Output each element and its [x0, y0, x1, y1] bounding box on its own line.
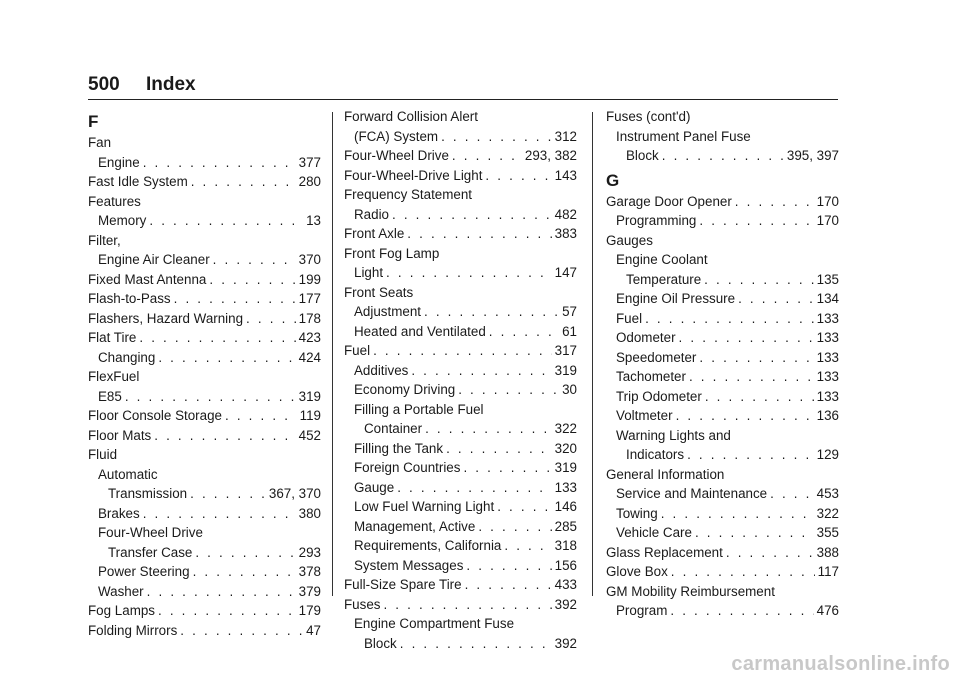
index-entry	[88, 289, 321, 309]
entry-label: Gauges	[606, 232, 653, 248]
index-entry	[606, 192, 839, 212]
dot-leader	[738, 289, 814, 309]
entry-label: GM Mobility Reimbursement	[606, 583, 775, 599]
entry-label: Programming	[616, 213, 697, 228]
index-entry	[606, 484, 839, 504]
dot-leader	[441, 127, 552, 147]
dot-leader	[726, 543, 814, 563]
index-entry	[344, 341, 577, 361]
entry-label: Washer	[98, 583, 144, 599]
entry-label: Floor Mats	[88, 427, 152, 443]
dot-leader	[158, 601, 296, 621]
entry-page-ref: 146	[554, 499, 577, 514]
entry-label: Garage Door Opener	[606, 193, 732, 209]
dot-leader	[209, 270, 295, 290]
entry-label: Fixed Mast Antenna	[88, 271, 207, 287]
dot-leader	[699, 348, 813, 368]
entry-label: Fan	[88, 135, 112, 150]
dot-leader	[407, 224, 551, 244]
index-entry	[344, 263, 577, 283]
index-entry	[606, 146, 839, 166]
entry-page-ref: 312	[554, 128, 577, 144]
entry-page-ref: 377	[298, 154, 321, 170]
entry-label: Engine Coolant	[616, 252, 708, 267]
dot-leader	[143, 504, 296, 524]
entry-label: Fog Lamps	[88, 603, 155, 618]
entry-page-ref: 293, 382	[524, 148, 577, 163]
index-entry	[88, 621, 321, 641]
dot-leader	[125, 387, 296, 407]
index-entry	[344, 458, 577, 478]
index-entry	[344, 107, 577, 127]
dot-leader	[400, 634, 552, 654]
entry-page-ref: 482	[554, 206, 577, 222]
index-entry	[606, 601, 839, 621]
index-entry	[606, 426, 839, 446]
index-entry	[344, 419, 577, 439]
entry-label: Management, Active	[354, 518, 476, 534]
entry-page-ref: 136	[816, 408, 839, 423]
entry-page-ref: 156	[554, 557, 577, 573]
index-entry	[344, 205, 577, 225]
entry-label: E85	[98, 388, 122, 404]
index-entry	[344, 283, 577, 303]
entry-page-ref: 133	[554, 479, 577, 495]
entry-page-ref: 133	[816, 349, 839, 365]
entry-label: Four-Wheel Drive	[344, 148, 449, 163]
dot-leader	[149, 211, 303, 231]
entry-label: Glove Box	[606, 564, 668, 579]
entry-page-ref: 170	[816, 213, 839, 228]
entry-page-ref: 317	[554, 343, 577, 358]
dot-leader	[158, 348, 295, 368]
index-entry	[344, 166, 577, 186]
entry-label: Automatic	[98, 466, 158, 482]
column-divider-2	[592, 112, 593, 596]
dot-leader	[695, 523, 814, 543]
entry-page-ref: 383	[554, 226, 577, 241]
index-entry	[88, 133, 321, 153]
index-entry	[344, 595, 577, 615]
entry-page-ref: 13	[306, 213, 321, 228]
entry-page-ref: 147	[554, 265, 577, 280]
dot-leader	[143, 153, 296, 173]
entry-page-ref: 178	[298, 310, 321, 326]
index-entry	[344, 302, 577, 322]
dot-leader	[679, 328, 814, 348]
entry-label: Flashers, Hazard Warning	[88, 310, 244, 326]
dot-leader	[676, 406, 814, 426]
entry-label: Engine Oil Pressure	[616, 291, 736, 306]
dot-leader	[180, 621, 303, 641]
index-column-1	[88, 107, 321, 640]
entry-label: Front Seats	[344, 284, 414, 300]
index-entry	[88, 270, 321, 290]
dot-leader	[670, 601, 813, 621]
entry-label: Towing	[616, 505, 658, 521]
entry-page-ref: 322	[554, 421, 577, 436]
entry-page-ref: 133	[816, 369, 839, 384]
index-entry	[606, 465, 839, 485]
entry-page-ref: 133	[816, 388, 839, 404]
entry-label: Container	[364, 421, 423, 436]
dot-leader	[147, 582, 296, 602]
dot-leader	[154, 426, 295, 446]
dot-leader	[704, 270, 813, 290]
entry-label: Voltmeter	[616, 408, 673, 423]
entry-page-ref: 322	[816, 505, 839, 521]
entry-label: Floor Console Storage	[88, 408, 222, 423]
dot-leader	[446, 439, 552, 459]
index-entry	[88, 153, 321, 173]
dot-leader	[174, 289, 296, 309]
dot-leader	[213, 250, 296, 270]
entry-label: Fuses (cont'd)	[606, 109, 691, 124]
index-entry	[344, 536, 577, 556]
index-entry	[606, 211, 839, 231]
index-entry	[88, 250, 321, 270]
entry-label: Light	[354, 265, 384, 280]
entry-label: Fuel	[344, 343, 371, 358]
entry-label: Filling a Portable Fuel	[354, 401, 484, 417]
entry-label: Tachometer	[616, 369, 686, 384]
dot-leader	[383, 595, 551, 615]
dot-leader	[662, 146, 784, 166]
index-entry	[344, 575, 577, 595]
index-entry	[88, 445, 321, 465]
index-entry	[606, 387, 839, 407]
index-entry	[88, 211, 321, 231]
entry-label: Forward Collision Alert	[344, 109, 478, 124]
entry-page-ref: 129	[816, 447, 839, 462]
index-entry	[344, 224, 577, 244]
entry-label: Transmission	[108, 486, 188, 501]
entry-label: Engine Air Cleaner	[98, 252, 210, 267]
entry-label: System Messages	[354, 557, 464, 573]
entry-label: Block	[626, 148, 659, 163]
entry-label: Fuses	[344, 596, 381, 612]
index-entry	[88, 348, 321, 368]
dot-leader	[225, 406, 297, 426]
entry-label: Engine Compartment Fuse	[354, 616, 515, 631]
entry-page-ref: 143	[554, 167, 577, 183]
index-entry	[606, 270, 839, 290]
entry-label: Front Fog Lamp	[344, 245, 440, 261]
entry-label: Memory	[98, 213, 147, 228]
entry-label: Transfer Case	[108, 544, 193, 560]
entry-label: Four-Wheel-Drive Light	[344, 167, 483, 183]
entry-label: Requirements, California	[354, 538, 502, 553]
page-title: Index	[146, 74, 196, 95]
entry-page-ref: 379	[298, 583, 321, 599]
entry-page-ref: 285	[554, 518, 577, 534]
index-entry	[344, 380, 577, 400]
entry-label: Low Fuel Warning Light	[354, 499, 495, 514]
entry-page-ref: 367, 370	[268, 486, 321, 501]
entry-label: General Information	[606, 466, 725, 482]
entry-label: Program	[616, 603, 668, 618]
entry-label: Fast Idle System	[88, 174, 188, 189]
dot-leader	[689, 367, 814, 387]
entry-label: Instrument Panel Fuse	[616, 128, 751, 144]
index-entry	[344, 185, 577, 205]
dot-leader	[497, 497, 551, 517]
index-entry	[606, 582, 839, 602]
entry-label: Brakes	[98, 505, 140, 521]
entry-label: Heated and Ventilated	[354, 323, 486, 339]
entry-label: Fuel	[616, 310, 643, 326]
entry-label: Flat Tire	[88, 330, 137, 345]
entry-page-ref: 319	[554, 362, 577, 378]
entry-page-ref: 378	[298, 564, 321, 579]
entry-label: Filling the Tank	[354, 440, 444, 456]
index-entry	[88, 309, 321, 329]
dot-leader	[735, 192, 814, 212]
entry-label: Engine	[98, 154, 140, 170]
index-column-2	[344, 107, 577, 653]
dot-leader	[195, 543, 295, 563]
entry-page-ref: 134	[816, 291, 839, 306]
dot-leader	[661, 504, 814, 524]
index-entry	[344, 439, 577, 459]
index-entry	[88, 543, 321, 563]
entry-page-ref: 395, 397	[786, 148, 839, 163]
section-letter: F	[88, 112, 99, 131]
entry-page-ref: 170	[816, 193, 839, 209]
index-column-3	[606, 107, 839, 621]
index-entry	[606, 543, 839, 563]
header-rule	[88, 99, 838, 100]
entry-page-ref: 320	[554, 440, 577, 456]
entry-page-ref: 380	[298, 505, 321, 521]
dot-leader	[425, 419, 552, 439]
dot-leader	[373, 341, 552, 361]
entry-label: Front Axle	[344, 226, 405, 241]
entry-page-ref: 476	[816, 603, 839, 618]
entry-page-ref: 119	[299, 408, 321, 423]
index-entry	[88, 582, 321, 602]
index-entry	[344, 244, 577, 264]
entry-label: Adjustment	[354, 304, 421, 319]
index-entry	[606, 107, 839, 127]
entry-page-ref: 293	[298, 544, 321, 560]
entry-label: Radio	[354, 206, 389, 222]
entry-page-ref: 61	[562, 323, 577, 339]
entry-page-ref: 57	[562, 304, 577, 319]
index-entry	[606, 562, 839, 582]
page-number: 500	[88, 74, 120, 95]
entry-page-ref: 355	[816, 525, 839, 540]
index-entry	[606, 523, 839, 543]
dot-leader	[463, 458, 551, 478]
dot-leader	[190, 484, 266, 504]
index-entry	[344, 361, 577, 381]
entry-label: Indicators	[626, 447, 685, 462]
index-entry	[606, 309, 839, 329]
index-entry	[606, 445, 839, 465]
entry-label: Four-Wheel Drive	[98, 525, 203, 540]
index-entry	[606, 367, 839, 387]
dot-leader	[671, 562, 815, 582]
entry-label: Economy Driving	[354, 382, 456, 397]
entry-label: Filter,	[88, 232, 121, 248]
index-entry	[606, 250, 839, 270]
index-entry	[88, 523, 321, 543]
entry-label: Power Steering	[98, 564, 190, 579]
section-letter: G	[606, 170, 620, 190]
entry-label: Block	[364, 635, 397, 651]
dot-leader	[699, 211, 813, 231]
entry-label: Additives	[354, 362, 409, 378]
index-entry	[88, 504, 321, 524]
entry-page-ref: 319	[554, 460, 577, 475]
entry-page-ref: 179	[298, 603, 321, 618]
index-entry	[88, 387, 321, 407]
entry-label: Folding Mirrors	[88, 622, 178, 638]
entry-page-ref: 199	[298, 271, 321, 287]
index-entry	[88, 465, 321, 485]
entry-page-ref: 133	[816, 310, 839, 326]
entry-label: Vehicle Care	[616, 525, 692, 540]
entry-page-ref: 453	[816, 486, 839, 501]
entry-label: Trip Odometer	[616, 388, 702, 404]
entry-label: Glass Replacement	[606, 544, 723, 560]
page-header	[88, 70, 838, 100]
index-entry	[344, 478, 577, 498]
dot-leader	[458, 380, 559, 400]
dot-leader	[465, 575, 552, 595]
index-entry	[606, 406, 839, 426]
entry-page-ref: 135	[816, 271, 839, 287]
entry-page-ref: 30	[562, 382, 577, 397]
dot-leader	[392, 205, 552, 225]
dot-leader	[191, 172, 296, 192]
watermark-text: carmanualsonline.info	[731, 653, 950, 675]
index-entry	[606, 328, 839, 348]
entry-page-ref: 280	[298, 174, 321, 189]
entry-label: Flash-to-Pass	[88, 291, 171, 306]
dot-leader	[139, 328, 295, 348]
entry-label: (FCA) System	[354, 128, 439, 144]
entry-label: Temperature	[626, 271, 702, 287]
entry-label: Speedometer	[616, 349, 697, 365]
dot-leader	[452, 146, 522, 166]
dot-leader	[466, 556, 551, 576]
entry-label: Full-Size Spare Tire	[344, 577, 462, 592]
entry-page-ref: 370	[298, 252, 321, 267]
entry-page-ref: 452	[298, 427, 321, 443]
entry-page-ref: 423	[298, 330, 321, 345]
dot-leader	[246, 309, 296, 329]
entry-page-ref: 318	[554, 538, 577, 553]
dot-leader	[411, 361, 551, 381]
index-entry	[344, 400, 577, 420]
entry-page-ref: 177	[298, 291, 321, 306]
index-entry	[344, 614, 577, 634]
index-entry	[606, 231, 839, 251]
entry-page-ref: 47	[306, 622, 321, 638]
entry-page-ref: 319	[298, 388, 321, 404]
index-entry	[88, 562, 321, 582]
index-entry	[88, 367, 321, 387]
index-entry	[88, 192, 321, 212]
dot-leader	[386, 263, 552, 283]
entry-label: Fluid	[88, 447, 118, 462]
index-entry	[344, 634, 577, 654]
entry-label: Features	[88, 193, 141, 209]
entry-page-ref: 133	[816, 330, 839, 345]
dot-leader	[485, 166, 551, 186]
dot-leader	[424, 302, 559, 322]
index-entry	[344, 517, 577, 537]
index-entry	[344, 556, 577, 576]
dot-leader	[770, 484, 814, 504]
entry-page-ref: 392	[554, 596, 577, 612]
dot-leader	[193, 562, 296, 582]
index-entry	[88, 426, 321, 446]
index-entry	[88, 328, 321, 348]
index-entry	[344, 146, 577, 166]
index-entry	[606, 289, 839, 309]
entry-label: Frequency Statement	[344, 187, 473, 202]
entry-page-ref: 117	[817, 564, 839, 579]
dot-leader	[687, 445, 814, 465]
entry-label: FlexFuel	[88, 369, 140, 384]
entry-page-ref: 433	[554, 577, 577, 592]
index-entry	[606, 127, 839, 147]
dot-leader	[705, 387, 814, 407]
entry-page-ref: 424	[298, 349, 321, 365]
dot-leader	[645, 309, 814, 329]
dot-leader	[504, 536, 551, 556]
entry-label: Gauge	[354, 479, 395, 495]
index-entry	[344, 497, 577, 517]
entry-page-ref: 388	[816, 544, 839, 560]
index-entry	[88, 484, 321, 504]
index-entry	[88, 601, 321, 621]
index-entry	[344, 127, 577, 147]
entry-page-ref: 392	[554, 635, 577, 651]
dot-leader	[478, 517, 551, 537]
dot-leader	[489, 322, 559, 342]
index-entry	[344, 322, 577, 342]
entry-label: Service and Maintenance	[616, 486, 768, 501]
dot-leader	[397, 478, 551, 498]
index-entry	[88, 231, 321, 251]
entry-label: Foreign Countries	[354, 460, 461, 475]
column-divider-1	[332, 112, 333, 596]
entry-label: Changing	[98, 349, 156, 365]
index-entry	[606, 504, 839, 524]
entry-label: Odometer	[616, 330, 676, 345]
index-entry	[88, 406, 321, 426]
index-entry	[606, 348, 839, 368]
index-entry	[88, 172, 321, 192]
entry-label: Warning Lights and	[616, 427, 731, 443]
